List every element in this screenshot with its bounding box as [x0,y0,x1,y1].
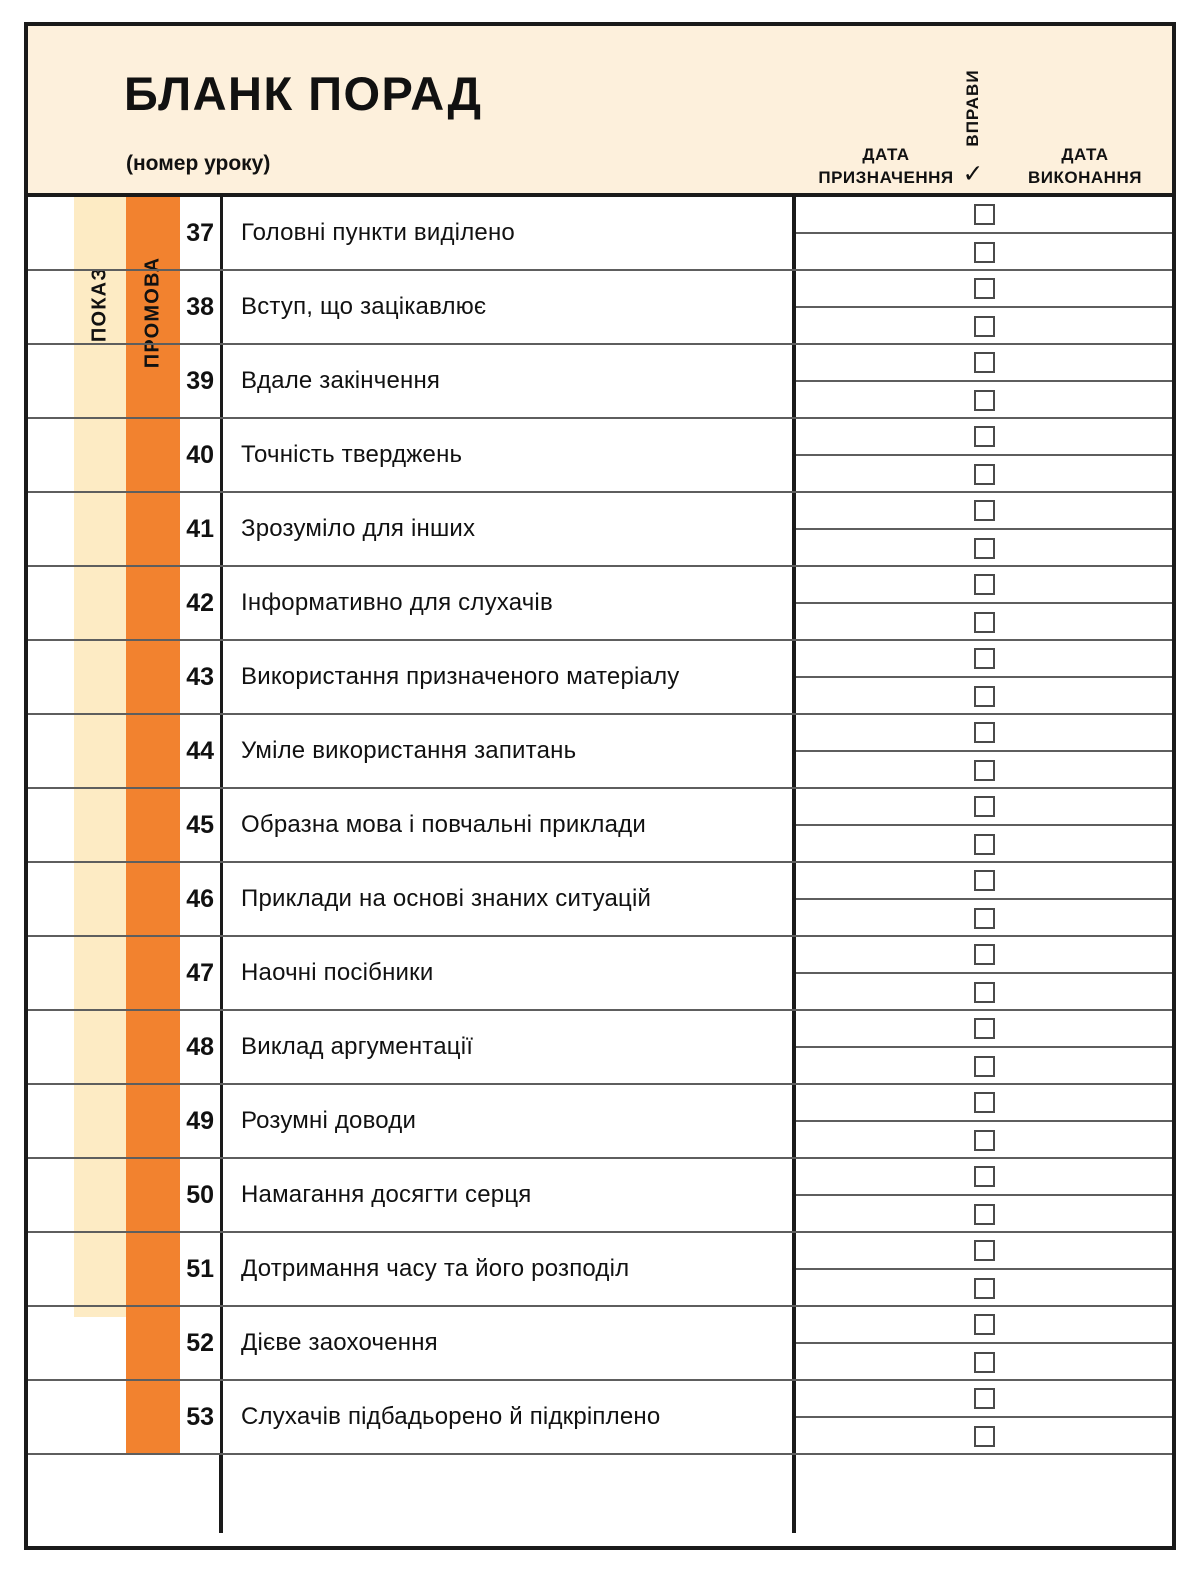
check-subrow-bottom [796,678,1172,715]
check-subrow-top [796,1307,1172,1344]
row-label: Уміле використання запитань [223,715,796,787]
exercise-checkbox[interactable] [974,242,995,263]
form-body [28,197,1172,1546]
table-row [28,1233,1172,1307]
row-number: 43 [180,641,223,713]
exercise-checkbox[interactable] [974,1426,995,1447]
advice-form-sheet [24,22,1176,1550]
check-subrow-bottom [796,456,1172,493]
row-number: 38 [180,271,223,343]
check-subrow-top [796,715,1172,752]
row-check-cell [796,1159,1172,1231]
table-row [28,789,1172,863]
exercise-checkbox[interactable] [974,722,995,743]
check-subrow-top [796,419,1172,456]
row-check-cell [796,715,1172,787]
column-header-exercises [955,52,991,164]
table-row [28,1085,1172,1159]
table-row [28,863,1172,937]
row-label: Вдале закінчення [223,345,796,417]
column-header-date-assigned [796,144,976,190]
row-number: 48 [180,1011,223,1083]
row-check-cell [796,345,1172,417]
check-subrow-top [796,197,1172,234]
check-subrow-bottom [796,308,1172,345]
lesson-number-label: (номер уроку) [126,152,271,175]
exercise-checkbox[interactable] [974,1278,995,1299]
row-check-cell [796,641,1172,713]
row-label: Намагання досягти серця [223,1159,796,1231]
date-done-line2: ВИКОНАННЯ [1028,167,1142,187]
check-subrow-bottom [796,1418,1172,1455]
exercise-checkbox[interactable] [974,316,995,337]
exercise-checkbox[interactable] [974,574,995,595]
row-check-cell [796,567,1172,639]
row-label: Приклади на основі знаних ситуацій [223,863,796,935]
row-check-cell [796,937,1172,1009]
check-subrow-bottom [796,1122,1172,1159]
row-number: 49 [180,1085,223,1157]
check-subrow-bottom [796,900,1172,937]
check-subrow-top [796,493,1172,530]
table-row [28,345,1172,419]
table-row [28,419,1172,493]
section-band-pokaz-label: ПОКАЗ [88,266,111,343]
row-label: Наочні посібники [223,937,796,1009]
exercise-checkbox[interactable] [974,796,995,817]
row-check-cell [796,863,1172,935]
footer-cell-mid [223,1455,796,1533]
row-label: Образна мова і повчальні приклади [223,789,796,861]
exercise-checkbox[interactable] [974,1204,995,1225]
check-subrow-bottom [796,530,1172,567]
exercise-checkbox[interactable] [974,908,995,929]
table-row [28,1159,1172,1233]
exercise-checkbox[interactable] [974,760,995,781]
exercises-label: ВПРАВИ [963,69,982,147]
row-check-cell [796,1011,1172,1083]
page-title: БЛАНК ПОРАД [124,67,483,120]
check-subrow-top [796,1011,1172,1048]
exercise-checkbox[interactable] [974,834,995,855]
exercise-checkbox[interactable] [974,686,995,707]
table-row [28,937,1172,1011]
exercise-checkbox[interactable] [974,538,995,559]
row-label: Розумні доводи [223,1085,796,1157]
row-check-cell [796,789,1172,861]
date-assigned-line1: ДАТА [862,145,910,164]
date-done-line1: ДАТА [1061,145,1109,164]
row-number: 47 [180,937,223,1009]
exercise-checkbox[interactable] [974,1240,995,1261]
row-label: Дієве заохочення [223,1307,796,1379]
form-header [28,26,1172,197]
exercise-checkbox[interactable] [974,1092,995,1113]
checkmark-icon: ✓ [962,160,984,188]
row-number: 50 [180,1159,223,1231]
row-label: Інформативно для слухачів [223,567,796,639]
check-subrow-top [796,937,1172,974]
check-subrow-bottom [796,234,1172,271]
exercise-checkbox[interactable] [974,1166,995,1187]
row-number: 51 [180,1233,223,1305]
row-label: Вступ, що зацікавлює [223,271,796,343]
footer-cell-right [796,1455,1172,1533]
check-subrow-bottom [796,1196,1172,1233]
row-label: Точність тверджень [223,419,796,491]
table-row [28,197,1172,271]
check-subrow-bottom [796,752,1172,789]
row-number: 46 [180,863,223,935]
exercise-checkbox[interactable] [974,390,995,411]
row-number: 39 [180,345,223,417]
section-band-promova-label: ПРОМОВА [141,256,164,369]
table-row [28,1381,1172,1455]
exercise-checkbox[interactable] [974,1352,995,1373]
row-check-cell [796,493,1172,565]
row-check-cell [796,1307,1172,1379]
exercise-checkbox[interactable] [974,204,995,225]
exercise-checkbox[interactable] [974,944,995,965]
exercise-checkbox[interactable] [974,426,995,447]
table-row [28,1011,1172,1085]
table-row [28,271,1172,345]
column-header-date-completed [990,144,1180,190]
check-subrow-top [796,567,1172,604]
row-number: 41 [180,493,223,565]
exercise-checkbox[interactable] [974,982,995,1003]
exercise-checkbox[interactable] [974,612,995,633]
check-subrow-top [796,1159,1172,1196]
check-subrow-top [796,271,1172,308]
row-number: 52 [180,1307,223,1379]
exercise-checkbox[interactable] [974,278,995,299]
check-subrow-top [796,863,1172,900]
table-row [28,1307,1172,1381]
exercise-checkbox[interactable] [974,1130,995,1151]
table-row [28,715,1172,789]
check-subrow-top [796,789,1172,826]
exercise-checkbox[interactable] [974,352,995,373]
row-label: Дотримання часу та його розподіл [223,1233,796,1305]
check-subrow-bottom [796,1270,1172,1307]
row-check-cell [796,1085,1172,1157]
row-number: 42 [180,567,223,639]
footer-cell-left [28,1455,223,1533]
check-subrow-top [796,1381,1172,1418]
exercise-checkbox[interactable] [974,464,995,485]
row-check-cell [796,197,1172,269]
exercise-checkbox[interactable] [974,1056,995,1077]
check-subrow-bottom [796,826,1172,863]
check-subrow-top [796,345,1172,382]
check-subrow-bottom [796,382,1172,419]
check-subrow-bottom [796,604,1172,641]
footer-blank-row [28,1455,1172,1533]
row-label: Головні пункти виділено [223,197,796,269]
check-subrow-top [796,1233,1172,1270]
row-label: Використання призначеного матеріалу [223,641,796,713]
row-number: 44 [180,715,223,787]
row-check-cell [796,271,1172,343]
exercise-checkbox[interactable] [974,648,995,669]
exercise-checkbox[interactable] [974,870,995,891]
title-block [124,26,764,193]
exercise-checkbox[interactable] [974,1314,995,1335]
row-number: 37 [180,197,223,269]
exercise-checkbox[interactable] [974,1018,995,1039]
table-row [28,567,1172,641]
exercise-checkbox[interactable] [974,1388,995,1409]
row-number: 45 [180,789,223,861]
table-row [28,641,1172,715]
row-label: Зрозуміло для інших [223,493,796,565]
check-subrow-top [796,641,1172,678]
table-row [28,493,1172,567]
check-subrow-bottom [796,1344,1172,1381]
row-label: Слухачів підбадьорено й підкріплено [223,1381,796,1453]
checklist-rows [28,197,1172,1533]
row-check-cell [796,419,1172,491]
row-number: 53 [180,1381,223,1453]
exercise-checkbox[interactable] [974,500,995,521]
date-assigned-line2: ПРИЗНАЧЕННЯ [818,167,954,187]
check-subrow-top [796,1085,1172,1122]
row-check-cell [796,1233,1172,1305]
check-subrow-bottom [796,1048,1172,1085]
row-number: 40 [180,419,223,491]
check-subrow-bottom [796,974,1172,1011]
row-label: Виклад аргументації [223,1011,796,1083]
row-check-cell [796,1381,1172,1453]
